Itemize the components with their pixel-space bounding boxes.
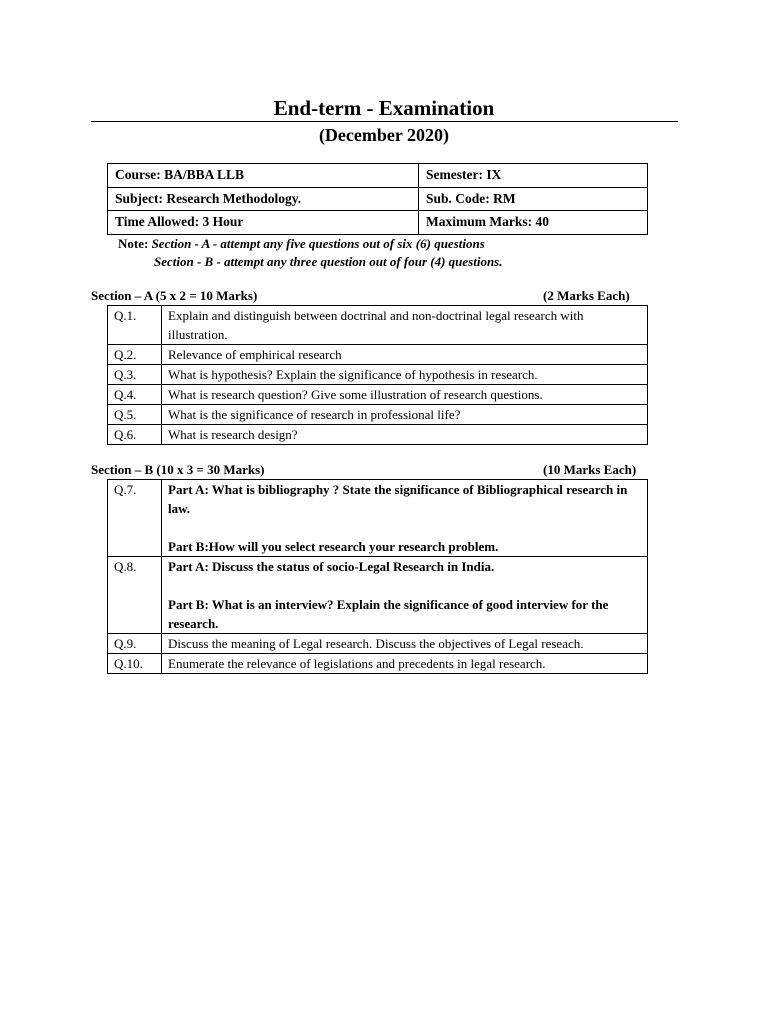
question-number: Q.7.: [108, 480, 162, 557]
note-line-2: Section - B - attempt any three question out of four (4) questions.: [154, 254, 503, 269]
section-b-marks-each: (10 Marks Each): [543, 462, 637, 477]
section-a-questions-table: [107, 305, 648, 445]
question-number: Q.8.: [108, 557, 162, 634]
question-text: What is research design?: [162, 425, 648, 445]
question-row: [108, 405, 648, 425]
question-number: Q.2.: [108, 345, 162, 365]
question-row: [108, 385, 648, 405]
question-row: [108, 557, 648, 634]
question-row: [108, 480, 648, 557]
course-cell: Course: BA/BBA LLB: [108, 164, 419, 188]
section-a-marks-each: (2 Marks Each): [543, 288, 630, 303]
instructions-note: [118, 235, 485, 253]
info-row: [108, 164, 648, 188]
question-text: [162, 480, 648, 557]
question-number: Q.6.: [108, 425, 162, 445]
question-number: Q.1.: [108, 306, 162, 345]
question-row: [108, 634, 648, 654]
semester-cell: Semester: IX: [419, 164, 648, 188]
exam-date: (December 2020): [318, 125, 450, 145]
section-a-heading: Section – A (5 x 2 = 10 Marks): [91, 288, 258, 303]
section-b-questions-table: [107, 479, 648, 674]
question-number: Q.10.: [108, 654, 162, 674]
note-line-1: Section - A - attempt any five questions out of six (6) questions: [151, 236, 485, 251]
question-text: What is hypothesis? Explain the significance of hypothesis in research.: [162, 365, 648, 385]
question-row: [108, 345, 648, 365]
question-part-a: Part A: Discuss the status of socio-Legal Research in India.: [168, 559, 495, 574]
maximum-marks-cell: Maximum Marks: 40: [419, 211, 648, 235]
question-text: What is the significance of research in professional life?: [162, 405, 648, 425]
question-row: [108, 654, 648, 674]
exam-info-table: [107, 163, 648, 235]
question-row: [108, 365, 648, 385]
question-number: Q.3.: [108, 365, 162, 385]
note-label: Note:: [118, 236, 152, 251]
question-number: Q.5.: [108, 405, 162, 425]
question-text: Discuss the meaning of Legal research. Discuss the objectives of Legal reseach.: [162, 634, 648, 654]
title-underline: [91, 121, 678, 122]
subject-cell: Subject: Research Methodology.: [108, 187, 419, 211]
subject-code-cell: Sub. Code: RM: [419, 187, 648, 211]
question-text: Enumerate the relevance of legislations and precedents in legal research.: [162, 654, 648, 674]
question-part-b: Part B: What is an interview? Explain the significance of good interview for the research.: [168, 597, 609, 631]
question-text: [162, 557, 648, 634]
question-text: Explain and distinguish between doctrinal and non-doctrinal legal research with illustration.: [162, 306, 648, 345]
question-row: [108, 306, 648, 345]
section-b-heading: Section – B (10 x 3 = 30 Marks): [91, 462, 265, 477]
info-row: [108, 187, 648, 211]
exam-title: End-term - Examination: [273, 96, 495, 120]
question-text: Relevance of emphirical research: [162, 345, 648, 365]
question-number: Q.9.: [108, 634, 162, 654]
info-row: [108, 211, 648, 235]
question-text: What is research question? Give some illustration of research questions.: [162, 385, 648, 405]
question-part-b: Part B:How will you select research your research problem.: [168, 539, 499, 554]
time-allowed-cell: Time Allowed: 3 Hour: [108, 211, 419, 235]
question-row: [108, 425, 648, 445]
question-part-a: Part A: What is bibliography ? State the significance of Bibliographical research in law.: [168, 482, 628, 516]
question-number: Q.4.: [108, 385, 162, 405]
